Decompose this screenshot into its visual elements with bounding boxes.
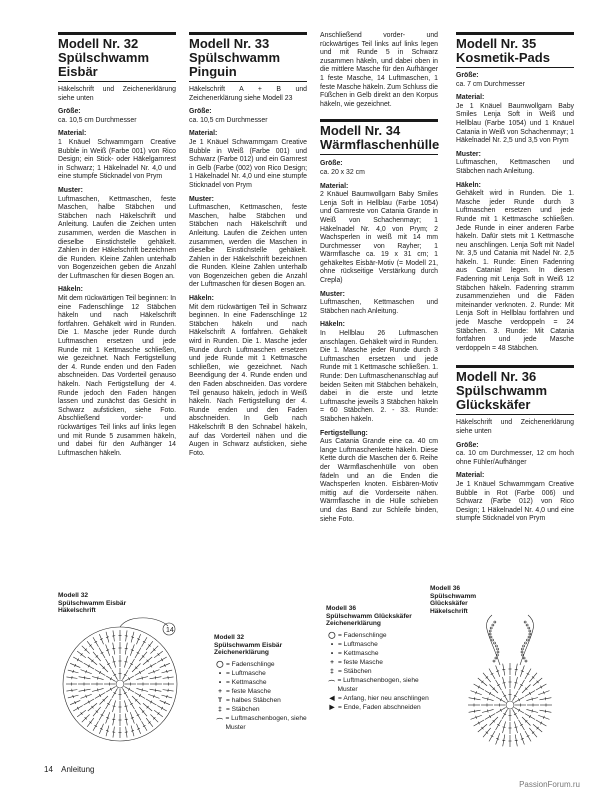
stitch-crossbar-mark xyxy=(166,695,167,698)
model-32-size: ca. 10,5 cm Durchmesser xyxy=(58,116,137,124)
model-35-36-column xyxy=(456,32,574,524)
model-36-heading xyxy=(456,365,574,415)
chain-dot-mark xyxy=(526,624,528,626)
legend-36-item: • = Kettmasche xyxy=(326,649,436,658)
end-arrow-icon: ▶ xyxy=(329,703,335,711)
chain-stitch-icon: • xyxy=(330,640,334,648)
watermark: PassionForum.ru xyxy=(519,780,580,789)
model-33-crochet-heading: Häkeln: xyxy=(189,295,214,303)
model-32-crochet: Mit dem rückwärtigen Teil beginnen: In eine Fadenschlinge 12 Stäbchen häkeln und nach Häkelschrift fortfahren. Gehäkelt wird in Runden. Die 1. Masche jeder Runde durch Luftmaschen ersetzen und jede Runde mit 1 Kettmasche schließen, wie gezeichnet. Nach Fertigstellung der 4. Runde enden und den Faden abschneiden. Das Vorderteil genauso häkeln. Nach Fertigstellung der 4. Runde jedoch den Faden hängen lassen und zunächst das Gesicht in Schwarz aufsticken, siehe Foto. Abschließend vorder- und rückwärtiges Teil links auf links legen und mit Runde 5 zusammen häkeln, und dabei für den Aufhänger 14 Luftmaschen häkeln. xyxy=(58,295,176,457)
stitch-crossbar-mark xyxy=(106,637,109,638)
legend-32 xyxy=(214,634,324,732)
chain-dot-mark xyxy=(497,648,499,650)
model-33-material: Je 1 Knäuel Schwammgarn Creative Bubble in Weiß (Farbe 001) und Schwarz (Farbe 012) und ein Garnrest in Gelb (Farbe (002) von Rico Design; 1 Häkelnadel Nr. 4,0 und eine stumpfe Sticknadel von Prym xyxy=(189,138,307,189)
loop-symbol-icon: ◯ xyxy=(216,660,224,668)
stitch-crossbar-mark xyxy=(503,727,506,728)
legend-36-item: ◯ = Fadenschlinge xyxy=(326,631,436,640)
center-loop-mark xyxy=(506,701,514,709)
hanger-loop-mark xyxy=(120,618,168,627)
stitch-crossbar-mark xyxy=(474,710,475,713)
legend-32-item: + = feste Masche xyxy=(214,687,324,696)
model-35-material: Je 1 Knäuel Baumwollgarn Baby Smiles Lenja Soft in Weiß und Hellblau (Farbe 1054) und 1 Knäuel Catania in Weiß von Schachenmayr; 1 Häkelnadel Nr. 2,5 und 3,5 von Prym xyxy=(456,102,574,145)
model-35-crochet: Gehäkelt wird in Runden. Die 1. Masche jeder Runde durch 3 Luftmaschen ersetzen und jede Runde mit 1 Kettmasche schließen. Jede Runde in einer anderen Farbe häkeln. Dafür stets mit 1 Kettmasche neu anschlingen. Lenja Soft mit Nadel Nr. 3,5 und Catania mit Nadel Nr. 2,5 häkeln. 1. Runde: Einen Fadenring aus Catania! legen. In diesen Fadenring mit Lenja Soft in Weiß 12 Stäbchen häkeln. Fadenring stramm zusammenziehen und die Fäden miteinander verknoten. 2. Runde: Mit Lenja Soft in Hellblau fortfahren und jede Masche verdoppeln = 24 Stäbchen. 3. Runde: Mit Catania fortfahren und jede Masche verdoppeln = 48 Stäbchen. xyxy=(456,190,574,352)
model-35-size: ca. 7 cm Durchmesser xyxy=(456,80,525,88)
model-33-crochet: Mit dem rückwärtigen Teil in Schwarz beginnen. In eine Fadenschlinge 12 Stäbchen häkeln und nach Häkelschrift A fortfahren. Gehäkelt wird in Runden. Die 1. Masche jeder Runde durch Luftmaschen ersetzen und jede Runde mit 1 Kettmasche schließen, wie gezeichnet. Nach Beendigung der 4. Runde enden und den Faden abschneiden. Das vordere Teil genauso häkeln, jedoch in Weiß häkeln. Nach Fertigstellung der 4. Runde enden und den Faden abschneiden. In Gelb nach Häkelschrift B den Schnabel häkeln, auf das Vorderteil nähen und die Augen in Schwarz aufsticken, siehe Foto. xyxy=(189,303,307,457)
chain-stitch-icon: • xyxy=(218,669,222,677)
legend-36-item: ▶ = Ende, Faden abschneiden xyxy=(326,703,436,712)
model-34-finishing: Aus Catania Grande eine ca. 40 cm lange Luftmaschenkette häkeln. Diese Kette durch die Maschen der 6. Reihe der Wärmflaschenhülle von oben fädeln und an die Enden die Wachsperlen knoten. Eisbären-Motiv mittig auf die Vorderseite nähen. Wärmflasche in die Hülle schieben und das Band zur Schleife binden, siehe Foto. xyxy=(320,438,438,523)
model-34-heading xyxy=(320,119,438,155)
model-32-crochet-heading: Häkeln: xyxy=(58,286,83,294)
model-34-subtitle: Wärmflaschenhülle xyxy=(320,137,440,153)
model-34-pattern: Luftmaschen, Kettmaschen und Stäbchen nach Anleitung. xyxy=(320,299,438,315)
model-36-subtitle: Spülschwamm Glückskäfer xyxy=(456,383,548,413)
half-double-crochet-icon: T xyxy=(217,696,223,704)
legend-32-title: Modell 32 Spülschwamm Eisbär Zeichenerklärung xyxy=(214,634,283,657)
model-34-crochet: In Hellblau 26 Luftmaschen anschlagen. Gehäkelt wird in Runden. Die 1. Masche jeder Runde durch 3 Luftmaschen ersetzen und jede Runde mit 1 Kettmasche schließen. 1. Runde: Den Luftmaschenanschlag auf beiden Seiten mit Stäbchen behäkeln, dabei in die erste und letzte Luftmasche jeweils 3 Stäbchen häkeln = 60 Stäbchen. 2. - 33. Runde: Stäbchen häkeln. xyxy=(320,330,438,423)
chain-dot-mark xyxy=(529,630,531,632)
stitch-crossbar-mark xyxy=(532,710,533,713)
model-34-crochet-heading: Häkeln: xyxy=(320,321,345,329)
model-35-material-heading: Material: xyxy=(456,94,485,102)
model-32-pattern-heading: Muster: xyxy=(58,186,83,194)
model-36-size-heading: Größe: xyxy=(456,441,479,449)
model-32-heading xyxy=(58,32,176,82)
model-33-pattern-heading: Muster: xyxy=(189,195,214,203)
model-34-size-heading: Größe: xyxy=(320,160,343,168)
stitch-crossbar-mark xyxy=(84,689,85,692)
stitch-crossbar-mark xyxy=(112,719,115,720)
legend-32-item: T = halbes Stäbchen xyxy=(214,696,324,705)
stitch-crossbar-mark xyxy=(142,689,143,692)
single-crochet-icon: + xyxy=(330,658,334,666)
model-36-title: Modell Nr. 36 xyxy=(456,369,537,385)
model-33-size: ca. 10,5 cm Durchmesser xyxy=(189,116,268,124)
stitch-crossbar-mark xyxy=(97,677,98,680)
legend-36-item: • = Luftmasche xyxy=(326,640,436,649)
model-32-pattern: Luftmaschen, Kettmaschen, feste Maschen, halbe Stäbchen und Stäbchen nach Häkelschrift und Anleitung. Laufen die Zeichen unten zusammen, werden die Maschen in dieselbe Einstichstelle gehäkelt. Zahlen in der Häkelschrift bezeichnen die Runden. Kleine Zahlen unterhalb von Bogenzeichen geben die Anzahl der Luftmaschen für diesen Bogen an. xyxy=(58,195,176,280)
stitch-crossbar-mark xyxy=(166,670,167,673)
page-footer xyxy=(44,765,95,774)
stitch-crossbar-mark xyxy=(545,710,546,713)
model-36-material: Je 1 Knäuel Schwammgarn Creative Bubble in Rot (Farbe 006) und Schwarz (Farbe 012) von Rico Design; 1 Häkelnadel Nr. 4,0 und eine stumpfe Sticknadel von Prym xyxy=(456,480,574,523)
stitch-crossbar-mark xyxy=(125,706,128,707)
legend-36-item: ‡ = Stäbchen xyxy=(326,667,436,676)
stitch-crossbar-mark xyxy=(73,670,74,673)
model-35-subtitle: Kosmetik-Pads xyxy=(456,50,550,65)
chart-32-title: Modell 32 Spülschwamm Eisbär Häkelschrift xyxy=(58,592,127,615)
antenna-right-mark xyxy=(520,615,533,665)
model-33-pattern: Luftmaschen, Kettmaschen, feste Maschen, halbe Stäbchen und Stäbchen nach Häkelschrift und Anleitung. Laufen die Zeichen unten zusammen, werden die Maschen in dieselbe Einstichstelle gehäkelt. Zahlen in der Häkelschrift bezeichnen die Runden. Kleine Zahlen unterhalb von Bogenzeichen geben die Anzahl der Luftmaschen für diesen Bogen an. xyxy=(189,204,307,289)
model-35-pattern-heading: Muster: xyxy=(456,150,481,158)
start-arrow-icon: ◀ xyxy=(329,694,335,702)
page-number: 14 xyxy=(44,765,53,774)
single-crochet-icon: + xyxy=(218,687,222,695)
legend-32-item: • = Kettmasche xyxy=(214,678,324,687)
chain-dot-mark xyxy=(525,660,527,662)
legend-32-item: ‡ = Stäbchen xyxy=(214,705,324,714)
stitch-crossbar-mark xyxy=(503,682,506,683)
model-36-size: ca. 10 cm Durchmesser, 12 cm hoch ohne Fühler/Aufhänger xyxy=(456,450,574,466)
chain-dot-mark xyxy=(528,627,530,629)
stitch-crossbar-mark xyxy=(142,677,143,680)
footer-section: Anleitung xyxy=(61,765,95,774)
model-34-material-heading: Material: xyxy=(320,182,349,190)
stitch-crossbar-mark xyxy=(97,689,98,692)
legend-36-item: ◀ = Anfang, hier neu anschlingen xyxy=(326,694,436,703)
chain-dot-mark xyxy=(523,657,525,659)
model-32-size-heading: Größe: xyxy=(58,108,81,116)
model-34-pattern-heading: Muster: xyxy=(320,290,345,298)
model-34-finishing-heading: Fertigstellung: xyxy=(320,429,368,437)
stitch-crossbar-mark xyxy=(84,676,85,679)
stitch-crossbar-mark xyxy=(113,661,116,662)
stitch-crossbar-mark xyxy=(155,689,156,692)
center-loop-mark xyxy=(116,680,124,688)
chain-dot-mark xyxy=(524,621,526,623)
chain-dot-mark xyxy=(495,657,497,659)
model-33-material-heading: Material: xyxy=(189,130,218,138)
stitch-crossbar-mark xyxy=(532,698,533,701)
chart-36-svg xyxy=(430,595,580,765)
stitch-crossbar-mark xyxy=(131,637,134,638)
model-32-intro: Häkelschrift und Zeichenerklärung siehe unten xyxy=(58,86,176,102)
chain-arc-icon: ⌒ xyxy=(328,681,336,689)
chain-dot-mark xyxy=(492,624,494,626)
stitch-crossbar-mark xyxy=(487,698,488,701)
chain-dot-mark xyxy=(489,633,491,635)
model-36-material-heading: Material: xyxy=(456,472,485,480)
chain-dot-mark xyxy=(493,660,495,662)
chain-dot-mark xyxy=(492,639,494,641)
double-crochet-icon: ‡ xyxy=(218,705,222,713)
model-35-crochet-heading: Häkeln: xyxy=(456,181,481,189)
chain-dot-mark xyxy=(495,645,497,647)
model-32-material: 1 Knäuel Schwammgarn Creative Bubble in Weiß (Farbe 001) von Rico Design; ein Stick- oder Häkelgarnrest in Schwarz; 1 Häkelnadel Nr. 4,0 und eine stumpfe Sticknadel von Prym xyxy=(58,138,176,181)
stitch-crossbar-mark xyxy=(502,669,505,670)
stitch-crossbar-mark xyxy=(502,740,505,741)
model-33-size-heading: Größe: xyxy=(189,108,212,116)
chain-dot-mark xyxy=(524,642,526,644)
model-34-column xyxy=(320,32,438,524)
legend-32-item: ⌒ = Luftmaschenbogen, siehe Muster xyxy=(214,714,324,732)
model-33-column xyxy=(189,32,307,458)
chain-dot-mark xyxy=(490,627,492,629)
stitch-crossbar-mark xyxy=(515,682,518,683)
model-32-title: Modell Nr. 32 xyxy=(58,36,139,51)
model-34-size: ca. 20 x 32 cm xyxy=(320,168,365,176)
chain-dot-mark xyxy=(494,642,496,644)
chain-dot-mark xyxy=(496,654,498,656)
model-35-heading xyxy=(456,32,574,68)
stitch-crossbar-mark xyxy=(515,727,518,728)
chart-36-title: Modell 36 Spülschwamm Glückskäfer Häkelschrift xyxy=(430,585,477,615)
stitch-crossbar-mark xyxy=(515,669,518,670)
chain-dot-mark xyxy=(528,636,530,638)
model-35-pattern: Luftmaschen, Kettmaschen und Stäbchen nach Anleitung. xyxy=(456,159,574,175)
legend-36 xyxy=(326,605,436,712)
model-33-title: Modell Nr. 33 xyxy=(189,36,270,51)
stitch-crossbar-mark xyxy=(112,648,115,649)
stitch-crossbar-mark xyxy=(113,706,116,707)
model-32-subtitle: Spülschwamm Eisbär xyxy=(58,50,150,79)
legend-32-item: ◯ = Fadenschlinge xyxy=(214,660,324,669)
loop-symbol-icon: ◯ xyxy=(328,631,336,639)
legend-32-item: • = Luftmasche xyxy=(214,669,324,678)
model-32-column xyxy=(58,32,176,458)
model-33-intro: Häkelschrift A + B und Zeichenerklärung siehe Modell 23 xyxy=(189,86,307,102)
chain-dot-mark xyxy=(529,633,531,635)
chart-36-crochet-diagram xyxy=(430,585,580,765)
chain-dot-mark xyxy=(521,651,523,653)
chain-dot-mark xyxy=(490,636,492,638)
chain-dot-mark xyxy=(489,630,491,632)
stitch-crossbar-mark xyxy=(515,740,518,741)
stitch-crossbar-mark xyxy=(487,710,488,713)
stitch-crossbar-mark xyxy=(125,719,128,720)
chain-dot-mark xyxy=(526,639,528,641)
model-33-continuation: Anschließend vorder- und rückwärtiges Teil links auf links legen und mit Runde 5 in Schwarz zusammen häkeln, und dabei oben in die mittlere Masche für den Aufhänger 1 feste Masche, 14 Luftmaschen, 1 feste Masche häkeln. Zum Schluss die Füßchen in Gelb direkt an den Korpus häkeln, wie gezeichnet. xyxy=(320,32,438,108)
chain-dot-mark xyxy=(523,645,525,647)
legend-36-title: Modell 36 Spülschwamm Glückskäfer Zeichenerklärung xyxy=(326,605,412,628)
stitch-crossbar-mark xyxy=(131,730,134,731)
slip-stitch-icon: • xyxy=(218,678,222,686)
legend-36-item: ⌒ = Luftmaschenbogen, siehe Muster xyxy=(326,676,436,694)
stitch-crossbar-mark xyxy=(125,648,128,649)
chain-dot-mark xyxy=(494,621,496,623)
chain-dot-mark xyxy=(497,651,499,653)
model-36-intro: Häkelschrift und Zeichenerklärung siehe unten xyxy=(456,419,574,435)
stitch-crossbar-mark xyxy=(73,695,74,698)
stitch-crossbar-mark xyxy=(106,730,109,731)
model-33-subtitle: Spülschwamm Pinguin xyxy=(189,50,281,79)
antenna-left-mark xyxy=(487,615,500,665)
chart-32-svg xyxy=(58,616,208,761)
chain-arc-icon: ⌒ xyxy=(216,719,224,727)
chart-32-round-label: 14 xyxy=(166,627,174,634)
model-33-heading xyxy=(189,32,307,82)
double-crochet-icon: ‡ xyxy=(330,667,334,675)
legend-36-item: + = feste Masche xyxy=(326,658,436,667)
model-35-title: Modell Nr. 35 xyxy=(456,36,537,51)
model-32-material-heading: Material: xyxy=(58,130,87,138)
stitch-crossbar-mark xyxy=(474,697,475,700)
model-34-material: 2 Knäuel Baumwollgarn Baby Smiles Lenja Soft in Hellblau (Farbe 1054) und Garnreste von Catania Grande in Weiß von Schachenmayr; 1 Häkelnadel Nr. 4,0 von Prym; 2 Wachsperlen in weiß mit 14 mm Durchmesser von Rayher; 1 Wärmflasche ca. 19 x 31 cm; 1 gehäkeltes Eisbär-Motiv (= Modell 21, ohne rückseitige Verstärkung durch Crepla) xyxy=(320,191,438,285)
model-35-size-heading: Größe: xyxy=(456,72,479,79)
chain-dot-mark xyxy=(521,648,523,650)
slip-stitch-icon: • xyxy=(330,649,334,657)
stitch-crossbar-mark xyxy=(155,676,156,679)
model-34-title: Modell Nr. 34 xyxy=(320,123,401,139)
stitch-crossbar-mark xyxy=(545,697,546,700)
chart-32-crochet-diagram xyxy=(58,592,208,762)
stitch-crossbar-mark xyxy=(125,661,128,662)
